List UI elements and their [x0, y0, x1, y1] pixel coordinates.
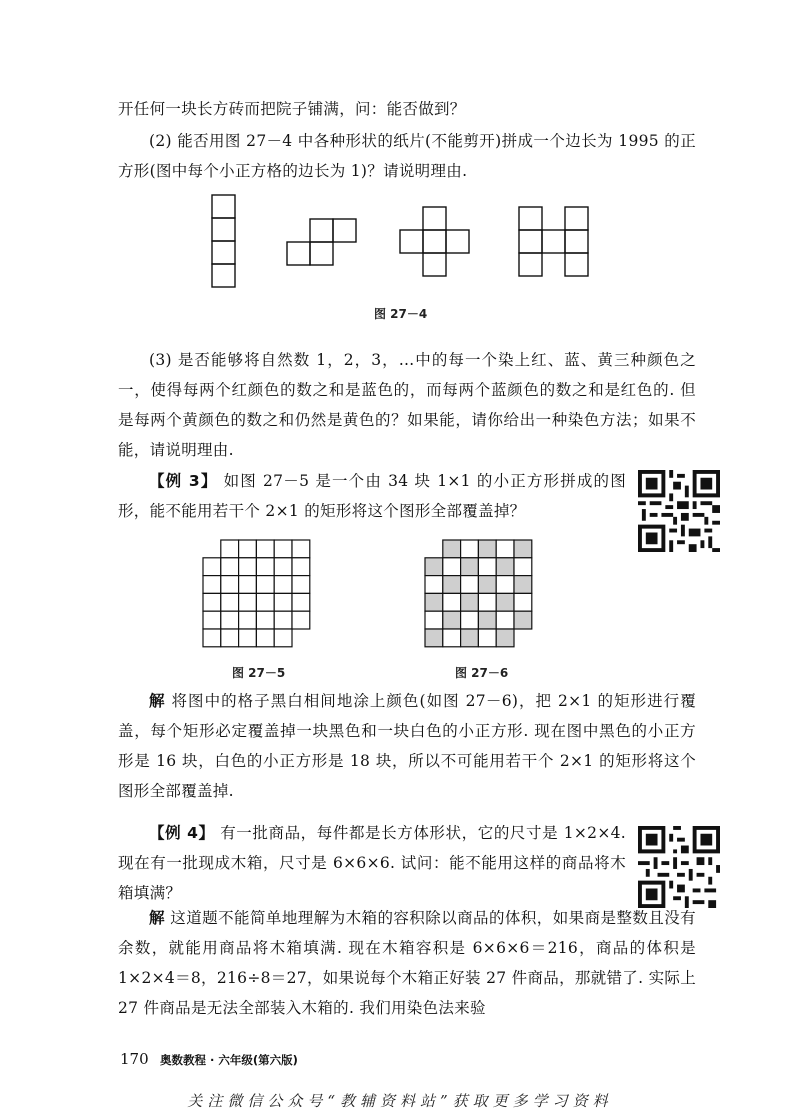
grid-cell: [274, 558, 292, 576]
qr-code-icon: [638, 826, 720, 908]
grid-cell: [221, 611, 239, 629]
solution-3-label: 解: [149, 692, 166, 710]
figure-27-5-caption: 图 27－5: [232, 666, 286, 680]
grid-cell-shaded: [443, 611, 461, 629]
grid-cell-shaded: [496, 593, 514, 611]
grid-cell: [292, 611, 310, 629]
grid-cell-shaded: [514, 576, 532, 594]
grid-cell: [239, 629, 257, 647]
grid-figure-27-5: [203, 540, 310, 647]
grid-cell: [425, 576, 443, 594]
grid-cell-shaded: [461, 593, 479, 611]
example-3-label: 【例 3】: [149, 472, 218, 490]
grid-cell: [292, 558, 310, 576]
grid-cell: [256, 629, 274, 647]
grid-cell: [221, 576, 239, 594]
grid-cell: [461, 611, 479, 629]
grid-cell-shaded: [461, 629, 479, 647]
grid-cell-shaded: [443, 540, 461, 558]
grid-cell: [443, 558, 461, 576]
solution-4-body: 这道题不能简单地理解为木箱的容积除以商品的体积，如果商是整数且没有余数，就能用商品将木箱填满. 现在木箱容积是 6×6×6＝216，商品的体积是 1×2×4＝8，216÷8＝27，如果说每个木箱正好装 27 件商品，那就错了. 实际上 27 件商品是无法全部装入木箱的. 我们用染色法来验: [118, 909, 696, 1017]
grid-cell: [239, 611, 257, 629]
solution-4-text: [118, 903, 696, 1023]
solution-3-text: [118, 686, 696, 806]
example-3-body: 如图 27－5 是一个由 34 块 1×1 的小正方形拼成的图形，能不能用若干个 2×1 的矩形将这个图形全部覆盖掉？: [118, 472, 626, 520]
solution-4-label: 解: [149, 909, 165, 927]
grid-cell: [203, 558, 221, 576]
example-4-text: [118, 818, 626, 908]
grid-cell: [443, 629, 461, 647]
grid-cell: [203, 611, 221, 629]
figure-27-6-caption: 图 27－6: [455, 666, 509, 680]
problem-2-text: (2) 能否用图 27－4 中各种形状的纸片(不能剪开)拼成一个边长为 1995 的正方形(图中每个小正方格的边长为 1)？请说明理由.: [118, 132, 696, 180]
grid-cell: [292, 593, 310, 611]
grid-figure-27-6: [425, 540, 532, 647]
grid-cell: [514, 558, 532, 576]
grid-cell-shaded: [461, 558, 479, 576]
grid-cell: [203, 593, 221, 611]
grid-cell: [478, 593, 496, 611]
grid-cell: [221, 558, 239, 576]
grid-cell: [256, 593, 274, 611]
grid-cell: [461, 576, 479, 594]
grid-cell: [514, 593, 532, 611]
grid-cell: [239, 558, 257, 576]
solution-3-body: 将图中的格子黑白相间地涂上颜色(如图 27－6)，把 2×1 的矩形进行覆盖，每个矩形必定覆盖掉一块黑色和一块白色的小正方形. 现在图中黑色的小正方形是 16 块，白色的小正方形是 18 块，所以不可能用若干个 2×1 的矩形将这个图形全部覆盖掉.: [118, 692, 697, 800]
grid-cell: [274, 540, 292, 558]
figure-27-4-caption: 图 27－4: [374, 307, 428, 321]
book-title: 奥数教程 · 六年级(第六版): [160, 1053, 298, 1067]
grid-cell-shaded: [496, 558, 514, 576]
watermark-text: 关注微信公众号“教辅资料站”获取更多学习资料: [187, 1092, 613, 1110]
grid-cell: [461, 540, 479, 558]
grid-cell: [203, 629, 221, 647]
grid-cell-shaded: [514, 540, 532, 558]
grid-cell: [496, 576, 514, 594]
grid-cell: [239, 593, 257, 611]
grid-cell-shaded: [425, 629, 443, 647]
grid-cell: [221, 629, 239, 647]
grid-cell: [292, 576, 310, 594]
grid-cell: [256, 576, 274, 594]
grid-cell-shaded: [496, 629, 514, 647]
grid-cell-shaded: [443, 576, 461, 594]
grid-cell: [496, 540, 514, 558]
grid-cell: [292, 540, 310, 558]
problem-3-text: (3) 是否能够将自然数 1，2，3，…中的每一个染上红、蓝、黄三种颜色之一，使得每两个红颜色的数之和是蓝色的，而每两个蓝颜色的数之和是红色的. 但是每两个黄颜色的数之和仍然是黄色的？如果能，请你给出一种染色方法；如果不能，请说明理由.: [118, 351, 696, 459]
grid-cell-shaded: [478, 611, 496, 629]
paragraph-continuation: 开任何一块长方砖而把院子铺满，问：能否做到？: [118, 100, 466, 118]
grid-cell: [443, 593, 461, 611]
grid-cell: [221, 540, 239, 558]
grid-cell: [256, 558, 274, 576]
example-4-label: 【例 4】: [149, 824, 215, 842]
grid-cell: [496, 611, 514, 629]
grid-cell: [274, 593, 292, 611]
grid-cell: [274, 611, 292, 629]
grid-cell: [239, 540, 257, 558]
grid-cell-shaded: [425, 558, 443, 576]
grid-cell-shaded: [425, 593, 443, 611]
grid-cell: [478, 558, 496, 576]
grid-cell-shaded: [514, 611, 532, 629]
grid-cell: [239, 576, 257, 594]
grid-cell: [274, 629, 292, 647]
grid-cell: [221, 593, 239, 611]
grid-cell-shaded: [478, 540, 496, 558]
grid-cell: [274, 576, 292, 594]
grid-cell: [478, 629, 496, 647]
page-number: 170: [120, 1050, 149, 1068]
example-4-body: 有一批商品，每件都是长方体形状，它的尺寸是 1×2×4. 现在有一批现成木箱，尺寸是 6×6×6. 试问：能不能用这样的商品将木箱填满？: [118, 824, 627, 902]
grid-cell: [425, 611, 443, 629]
grid-cell: [256, 611, 274, 629]
grid-cell: [256, 540, 274, 558]
grid-cell-shaded: [478, 576, 496, 594]
grid-cell: [203, 576, 221, 594]
